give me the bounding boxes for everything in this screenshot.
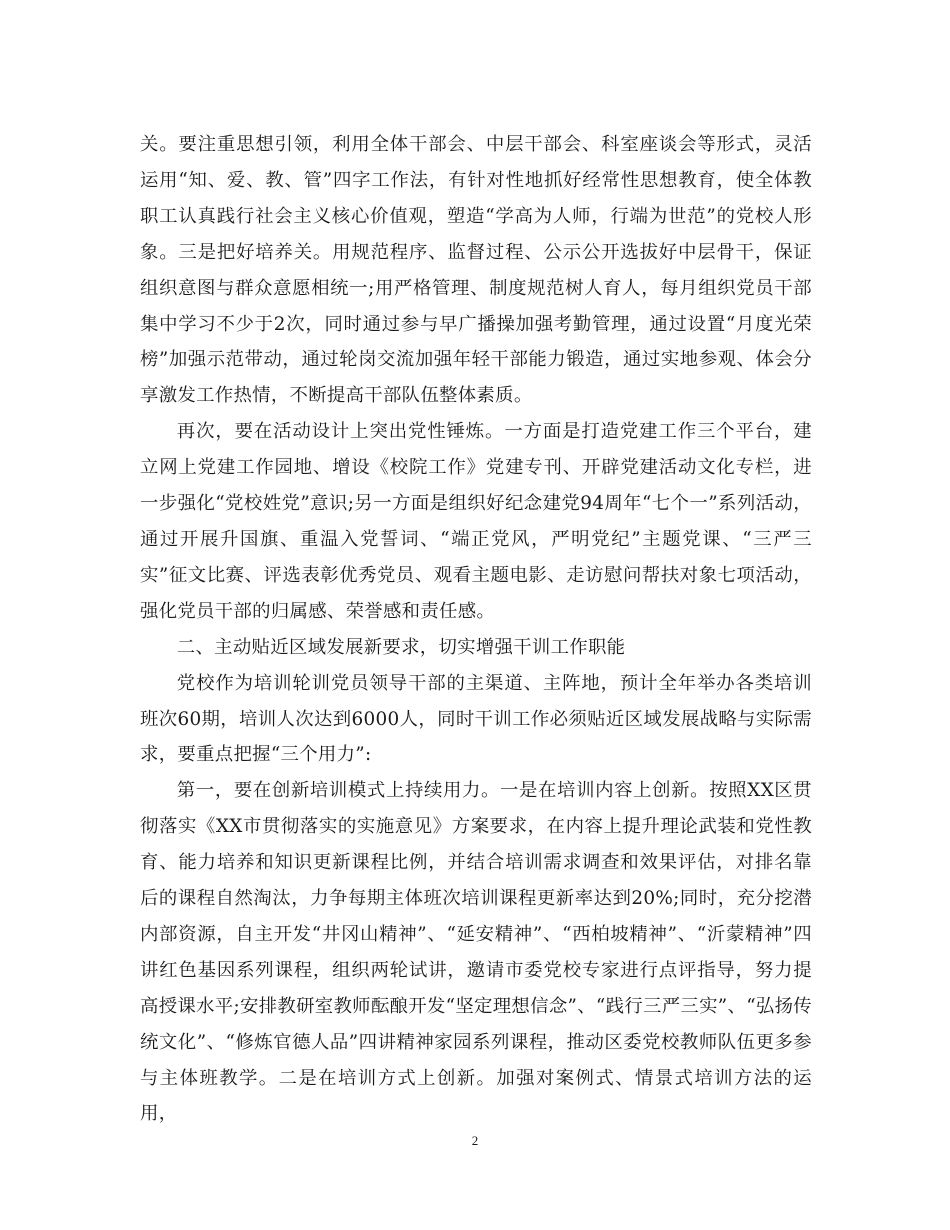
paragraph-party-spirit: 再次，要在活动设计上突出党性锤炼。一方面是打造党建工作三个平台，建立网上党建工作园地、增设《校院工作》党建专刊、开辟党建活动文化专栏，进一步强化“党校姓党”意识;另一方面是组织好纪念建党94周年“七个一”系列活动，通过开展升国旗、重温入党誓词、“端正党风，严明党纪”主题党课、“三严三实”征文比赛、评选表彰优秀党员、观看主题电影、走访慰问帮扶对象七项活动，强化党员干部的归属感、荣誉感和责任感。 xyxy=(140,421,812,622)
document-body xyxy=(140,127,812,1132)
paragraph-training-overview: 党校作为培训轮训党员领导干部的主渠道、主阵地，预计全年举办各类培训班次60期，培训人次达到6000人，同时干训工作必须贴近区域发展战略与实际需求，要重点把握“三个用力”: xyxy=(140,672,812,766)
paragraph-training-innovation: 第一，要在创新培训模式上持续用力。一是在培训内容上创新。按照XX区贯彻落实《XX市贯彻落实的实施意见》方案要求，在内容上提升理论武装和党性教育、能力培养和知识更新课程比例，并结合培训需求调查和效果评估，对排名靠后的课程自然淘汰，力争每期主体班次培训课程更新率达到20%;同时，充分挖潜内部资源，自主开发“井冈山精神”、“延安精神”、“西柏坡精神”、“沂蒙精神”四讲红色基因系列课程，组织两轮试讲，邀请市委党校专家进行点评指导，努力提高授课水平;安排教研室教师酝酿开发“坚定理想信念”、“践行三严三实”、“弘扬传统文化”、“修炼官德人品”四讲精神家园系列课程，推动区委党校教师队伍更多参与主体班教学。二是在培训方式上创新。加强对案例式、情景式培训方法的运用， xyxy=(140,780,812,1125)
paragraph-continuation: 关。要注重思想引领，利用全体干部会、中层干部会、科室座谈会等形式，灵活运用“知、爱、教、管”四字工作法，有针对性地抓好经常性思想教育，使全体教职工认真践行社会主义核心价值观，塑造“学高为人师，行端为世范”的党校人形象。三是把好培养关。用规范程序、监督过程、公示公开选拔好中层骨干，保证组织意图与群众意愿相统一;用严格管理、制度规范树人育人，每月组织党员干部集中学习不少于2次，同时通过参与早广播操加强考勤管理，通过设置“月度光荣榜”加强示范带动，通过轮岗交流加强年轻干部能力锻造，通过实地参观、体会分享激发工作热情，不断提高干部队伍整体素质。 xyxy=(140,134,812,407)
section-heading: 二、主动贴近区域发展新要求，切实增强干训工作职能 xyxy=(176,636,626,658)
page-number: 2 xyxy=(471,1133,479,1148)
